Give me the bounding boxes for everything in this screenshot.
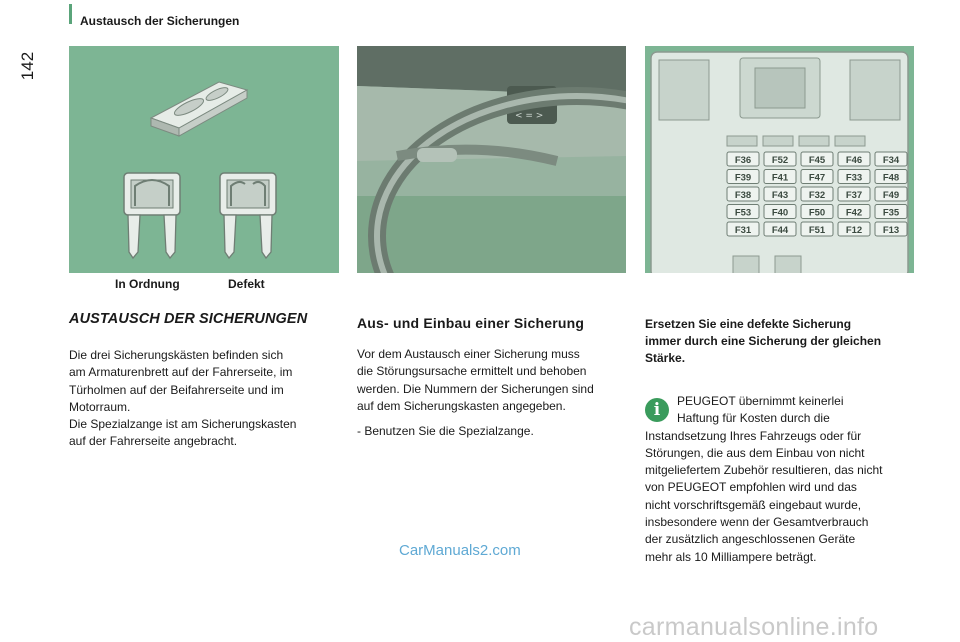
col3-info-line: der zusätzlich angeschlossenen Geräte [645,532,856,547]
fuse-defect-illustration [220,173,276,258]
fuse-slot-label: F50 [808,207,826,219]
fuse-slot-label: F34 [882,155,900,166]
fuse-slot-label: F52 [771,155,789,166]
col2-line: Vor dem Austausch einer Sicherung muss [357,347,580,361]
fuse-ok-caption: In Ordnung [115,277,180,291]
fuse-ok-illustration [124,173,180,258]
col3-warning [645,316,925,367]
col2-line: die Störungsursache ermittelt und behoben [357,364,587,379]
col1-line: Die drei Sicherungskästen befinden sich [69,348,284,362]
site-watermark[interactable]: carmanualsonline.info [629,613,879,641]
fuse-slot-label: F12 [845,225,863,236]
col3-info-line: Haftung für Kosten durch die [677,411,830,426]
fuse-slot-label: F39 [734,172,752,184]
col2-line: auf dem Sicherungskasten angegeben. [357,398,566,413]
fuse-puller-illustration [69,46,339,273]
fuse-slot-label: F35 [882,207,900,219]
fuse-slot-label: F49 [882,190,900,201]
fuse-label-grid [727,152,907,236]
fuse-slot-label: F33 [845,172,863,184]
fuse-slot-label: F32 [808,190,826,201]
main-heading: AUSTAUSCH DER SICHERUNGEN [69,311,308,327]
fuse-defect-caption: Defekt [228,277,265,291]
info-icon: i [645,398,669,422]
figure-fuses [69,46,339,273]
col1-line: am Armaturenbrett auf der Fahrerseite, im [69,365,293,380]
fuse-slot-label: F41 [771,172,789,184]
carmanuals-watermark[interactable]: CarManuals2.com [399,542,521,559]
fuse-slot-label: F51 [808,225,826,236]
col3-bold-line: Stärke. [645,351,686,365]
svg-text:< = >: < = > [515,111,544,121]
header-accent-bar [69,4,72,24]
fuse-slot-label: F13 [882,225,900,236]
fuse-slot-label: F47 [808,172,826,184]
fuse-slot-label: F37 [845,190,863,201]
fuse-slot-label: F44 [771,225,789,236]
dashboard-illustration [357,46,626,273]
fuse-slot-label: F45 [808,155,826,166]
sub-heading: Aus- und Einbau einer Sicherung [357,315,585,331]
col1-line: auf der Fahrerseite angebracht. [69,434,238,449]
col3-info-line: insbesondere wenn der Gesamtverbrauch [645,515,869,530]
fuse-slot-label: F40 [771,207,789,219]
col3-info-line: mitgeliefertem Zubehör resultieren, das nicht [645,463,883,478]
fuse-slot-label: F42 [845,207,863,219]
fuse-slot-label: F31 [734,225,752,236]
col1-line: Türholmen auf der Beifahrerseite und im [69,382,284,397]
col3-info-line: Instandsetzung Ihres Fahrzeugs oder für [645,428,862,443]
fuse-slot-label: F48 [882,172,900,184]
col1-text [69,347,349,451]
col3-info-line: PEUGEOT übernimmt keinerlei [677,394,844,408]
fuse-slot-label: F53 [734,207,752,219]
figure-dashboard [357,46,626,273]
col2-text [357,346,637,440]
section-title: Austausch der Sicherungen [80,14,240,28]
col1-line: Die Spezialzange ist am Sicherungskasten [69,417,297,432]
col3-info-line: nicht vorschriftsgemäß eingebaut wurde, [645,497,862,512]
col1-line: Motorraum. [69,399,131,414]
figure-fuse-box [645,46,914,273]
col3-bold-line: Ersetzen Sie eine defekte Sicherung [645,317,852,331]
fuse-slot-label: F38 [734,190,752,201]
col3-info-text [645,393,935,566]
col2-line: werden. Die Nummern der Sicherungen sind [357,381,594,396]
fuse-box-illustration [645,46,914,273]
fuse-slot-label: F36 [734,155,752,166]
col3-info-line: von PEUGEOT empfohlen wird und das [645,480,857,495]
col3-info-line: Störungen, die aus dem Einbau von nicht [645,445,865,460]
fuse-slot-label: F46 [845,155,863,166]
fuse-slot-label: F43 [771,190,789,201]
col2-step: - Benutzen Sie die Spezialzange. [357,424,534,439]
page-number: 142 [18,51,38,81]
col3-bold-line: immer durch eine Sicherung der gleichen [645,334,882,348]
col3-info-line: mehr als 10 Milliampere beträgt. [645,549,817,564]
